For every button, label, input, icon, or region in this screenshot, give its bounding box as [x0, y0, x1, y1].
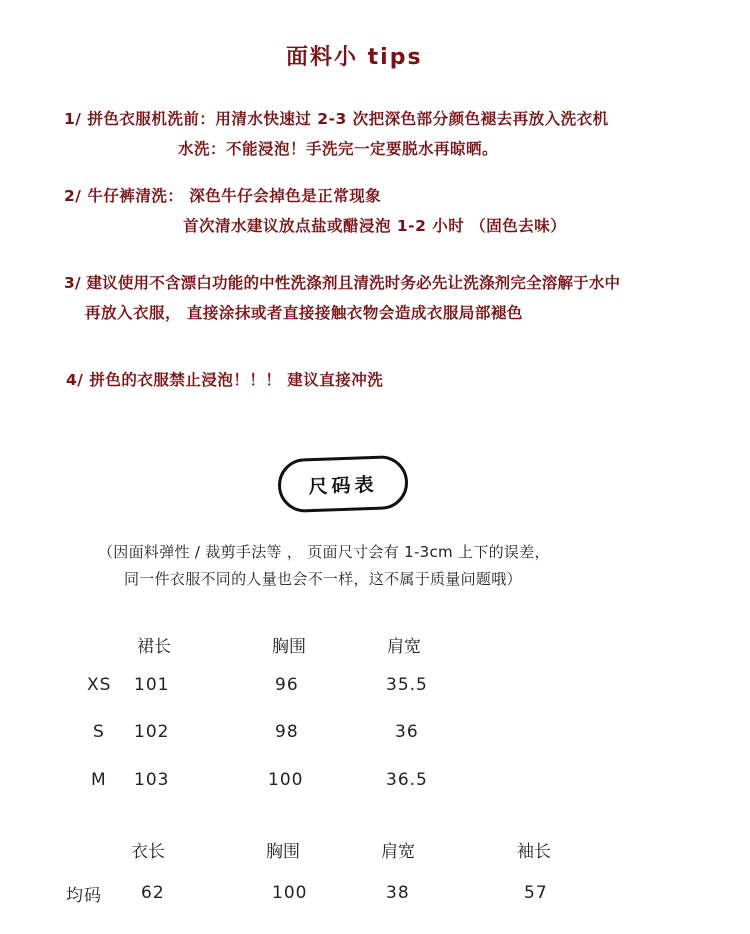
size-chart-badge-label: 尺码表 — [308, 473, 378, 498]
tips-title: 面料小 tips — [286, 45, 423, 70]
table2-header-length: 衣长 — [131, 842, 165, 862]
table1-header-skirt-length: 裙长 — [137, 637, 171, 657]
table2-cell: 38 — [386, 883, 410, 903]
size-chart-badge — [277, 455, 409, 514]
table1-cell: 100 — [268, 770, 304, 790]
size-note-line-1: （因面料弹性 / 裁剪手法等 ， 页面尺寸会有 1-3cm 上下的误差， — [98, 543, 550, 561]
table2-row-size: 均码 — [66, 886, 102, 906]
table1-row-size: S — [93, 722, 105, 742]
table1-header-chest: 胸围 — [272, 637, 306, 657]
tip-2-line-1: 2/ 牛仔裤清洗： 深色牛仔会掉色是正常现象 — [64, 187, 382, 205]
table1-cell: 36 — [395, 722, 419, 742]
tip-3-line-1: 3/ 建议使用不含漂白功能的中性洗涤剂且清洗时务必先让洗涤剂完全溶解于水中 — [64, 274, 621, 292]
tip-1-line-1: 1/ 拼色衣服机洗前：用清水快速过 2-3 次把深色部分颜色褪去再放入洗衣机 — [64, 110, 609, 128]
tip-4: 4/ 拼色的衣服禁止浸泡！！！ 建议直接冲洗 — [66, 371, 384, 389]
size-note-line-2: 同一件衣服不同的人量也会不一样，这不属于质量问题哦） — [124, 570, 522, 588]
tip-2-line-2: 首次清水建议放点盐或醋浸泡 1-2 小时 （固色去味） — [183, 217, 567, 235]
table1-cell: 101 — [134, 675, 170, 695]
table2-cell: 62 — [141, 883, 165, 903]
table1-cell: 36.5 — [386, 770, 428, 790]
table2-cell: 57 — [524, 883, 548, 903]
table1-header-shoulder: 肩宽 — [387, 637, 421, 657]
tip-3-line-2: 再放入衣服， 直接涂抹或者直接接触衣物会造成衣服局部褪色 — [85, 304, 523, 322]
table1-row-size: XS — [87, 675, 112, 695]
table1-row-size: M — [91, 770, 107, 790]
table2-header-chest: 胸围 — [266, 842, 300, 862]
table2-cell: 100 — [272, 883, 308, 903]
tip-1-line-2: 水洗：不能浸泡！手洗完一定要脱水再晾晒。 — [178, 140, 499, 158]
table1-cell: 103 — [134, 770, 170, 790]
table1-cell: 35.5 — [386, 675, 428, 695]
table1-cell: 102 — [134, 722, 170, 742]
table2-header-shoulder: 肩宽 — [381, 842, 415, 862]
table1-cell: 96 — [275, 675, 299, 695]
table1-cell: 98 — [275, 722, 299, 742]
table2-header-sleeve: 袖长 — [517, 842, 551, 862]
